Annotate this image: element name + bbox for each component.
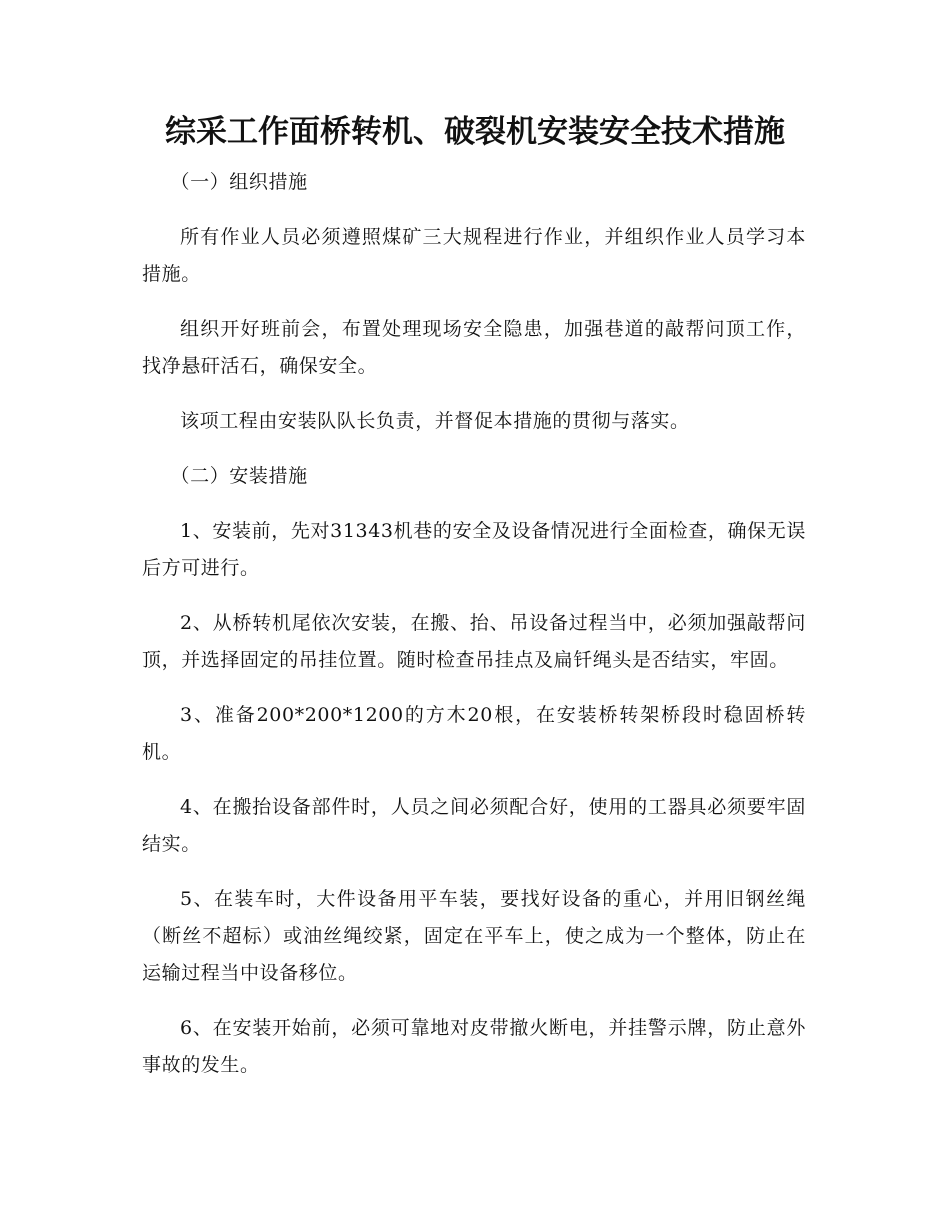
paragraph: 3、准备200*200*1200的方木20根，在安装桥转架桥段时稳固桥转机。 — [142, 704, 806, 763]
paragraph: 2、从桥转机尾依次安装，在搬、抬、吊设备过程当中，必须加强敲帮问顶，并选择固定的吊挂位置。随时检查吊挂点及扁钎绳头是否结实，牢固。 — [142, 612, 806, 671]
paragraph: 1、安装前，先对31343机巷的安全及设备情况进行全面检查，确保无误后方可进行。 — [142, 520, 806, 579]
paragraph: 5、在装车时，大件设备用平车装，要找好设备的重心，并用旧钢丝绳（断丝不超标）或油丝绳绞紧，固定在平车上，使之成为一个整体，防止在运输过程当中设备移位。 — [142, 888, 806, 984]
section-heading-installation: （二）安装措施 — [170, 465, 308, 487]
paragraph: 所有作业人员必须遵照煤矿三大规程进行作业，并组织作业人员学习本措施。 — [142, 226, 806, 285]
paragraph: 该项工程由安装队队长负责，并督促本措施的贯彻与落实。 — [180, 410, 690, 432]
section-heading-organization: （一）组织措施 — [170, 171, 308, 193]
document-body — [142, 164, 806, 1102]
paragraph: 组织开好班前会，布置处理现场安全隐患，加强巷道的敲帮问顶工作，找净悬矸活石，确保安全。 — [142, 318, 806, 377]
paragraph: 4、在搬抬设备部件时，人员之间必须配合好，使用的工器具必须要牢固结实。 — [142, 796, 806, 855]
paragraph: 6、在安装开始前，必须可靠地对皮带撤火断电，并挂警示牌，防止意外事故的发生。 — [142, 1017, 806, 1076]
document-title: 综采工作面桥转机、破裂机安装安全技术措施 — [165, 114, 785, 150]
